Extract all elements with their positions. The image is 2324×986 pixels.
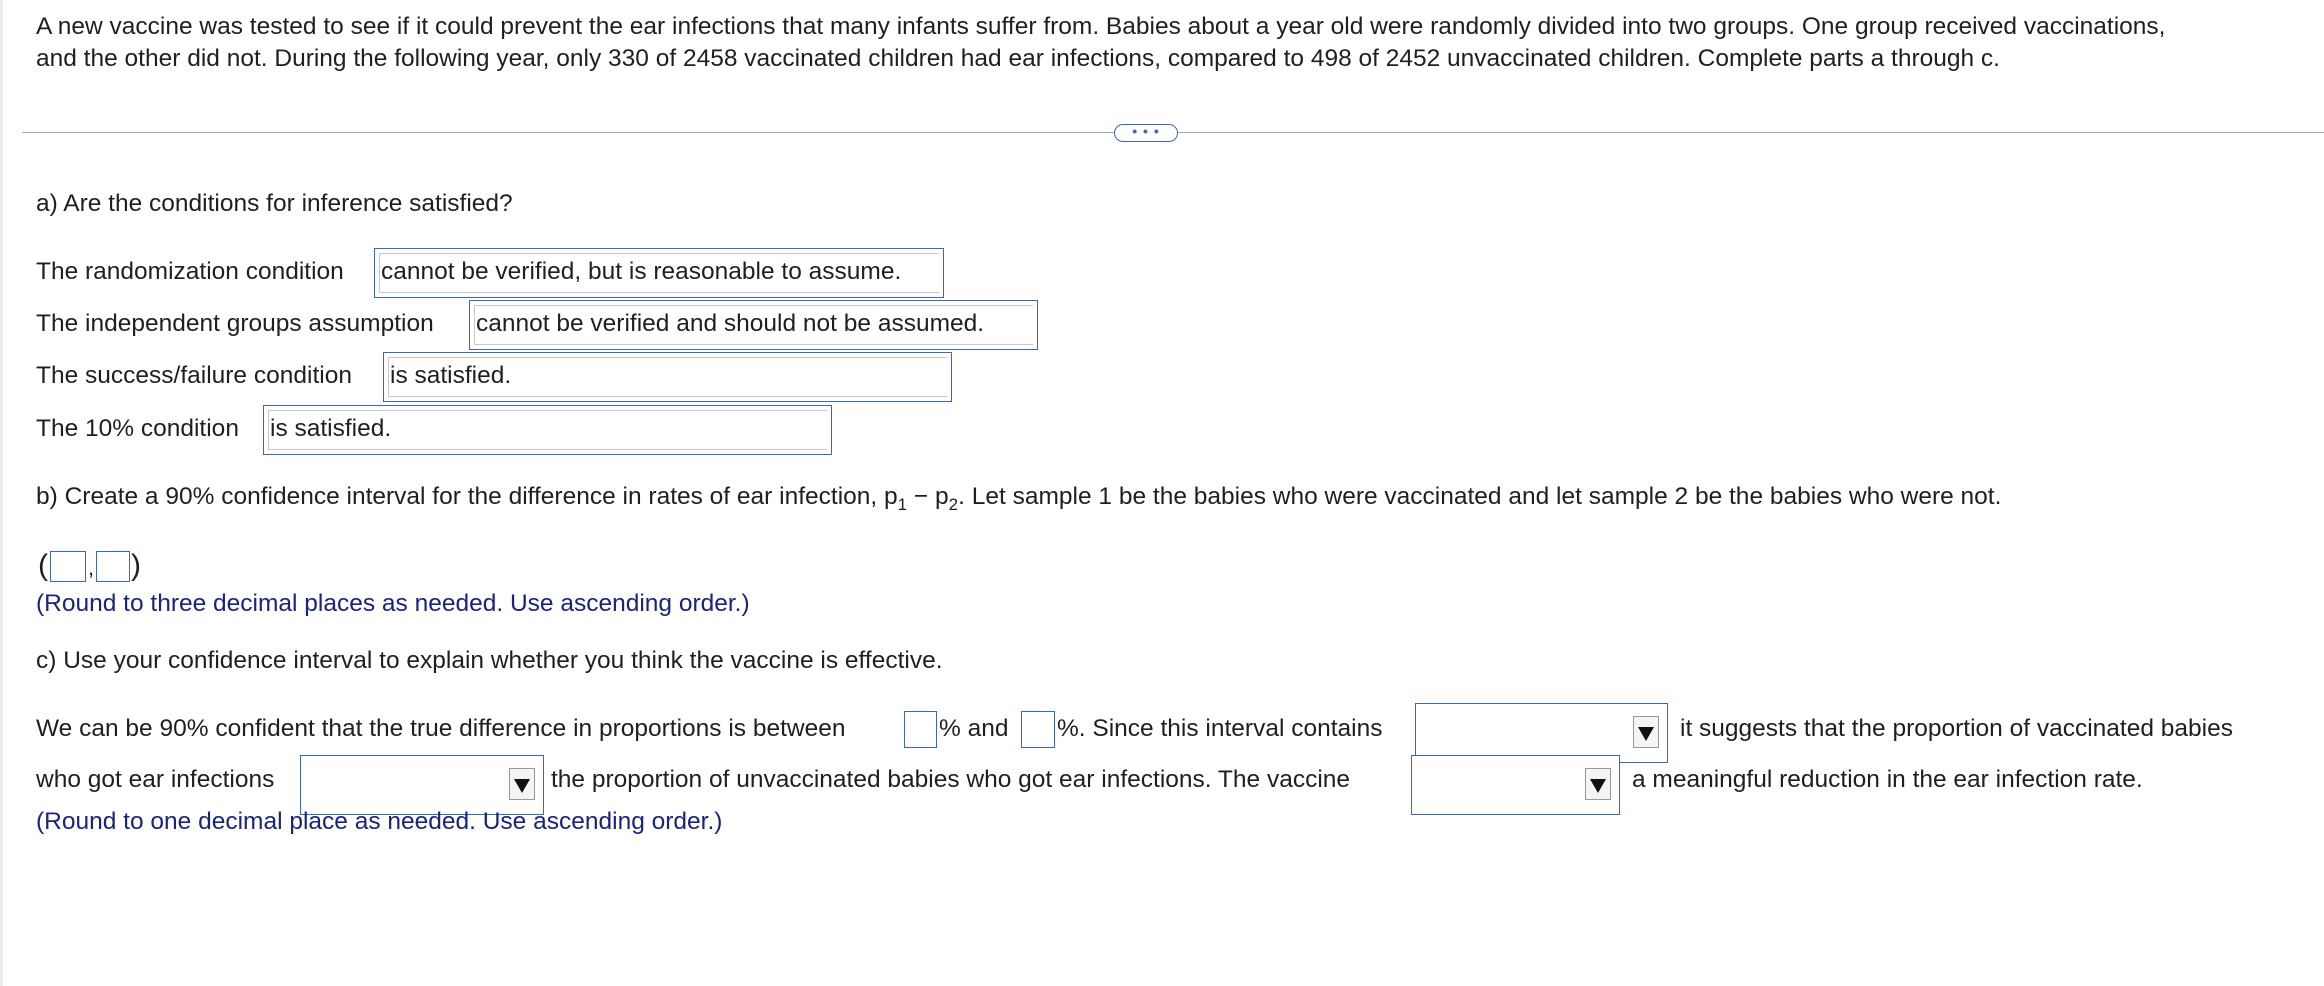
part-c-question: c) Use your confidence interval to explain whether you think the vaccine is effective.: [36, 647, 943, 674]
vaccine-effect-dropdown[interactable]: [1411, 755, 1620, 815]
subscript-1: 1: [897, 494, 908, 514]
more-button[interactable]: • • •: [1114, 124, 1178, 142]
independent-groups-label: The independent groups assumption: [36, 310, 434, 337]
dropdown-arrow-icon: [509, 768, 535, 800]
success-failure-answer[interactable]: [383, 352, 952, 402]
ten-percent-label: The 10% condition: [36, 415, 239, 442]
subscript-2: 2: [948, 494, 959, 514]
success-failure-answer-text: is satisfied.: [390, 362, 512, 389]
sentence-part-7: a meaningful reduction in the ear infection rate.: [1632, 766, 2143, 793]
open-paren: (: [38, 549, 48, 582]
ci-upper-input[interactable]: [96, 551, 130, 582]
left-border: [0, 0, 3, 986]
part-a-question: a) Are the conditions for inference satisfied?: [36, 190, 513, 217]
interval-contains-dropdown[interactable]: [1415, 703, 1668, 763]
dropdown-arrow-icon: [1585, 768, 1611, 800]
ci-lower-input[interactable]: [50, 551, 86, 582]
problem-line-2: and the other did not. During the following year, only 330 of 2458 vaccinated children had ear infections, compared to 498 of 2452 unvaccinated children. Complete parts a through c.: [36, 45, 2000, 72]
randomization-label: The randomization condition: [36, 258, 344, 285]
part-b-question-start: b) Create a 90% confidence interval for the difference in rates of ear infection, p: [36, 483, 898, 510]
part-c-hint: (Round to one decimal place as needed. Use ascending order.): [36, 808, 723, 835]
success-failure-label: The success/failure condition: [36, 362, 352, 389]
sentence-part-1: We can be 90% confident that the true difference in proportions is between: [36, 715, 846, 742]
part-b-question-end: . Let sample 1 be the babies who were vaccinated and let sample 2 be the babies who were not.: [958, 483, 2002, 510]
dropdown-arrow-icon: [1633, 716, 1659, 748]
randomization-answer-text: cannot be verified, but is reasonable to assume.: [381, 258, 902, 285]
ten-percent-answer-text: is satisfied.: [270, 415, 392, 442]
upper-percent-input[interactable]: [1021, 711, 1055, 748]
independent-groups-answer-text: cannot be verified and should not be assumed.: [476, 310, 985, 337]
minus-sign: − p: [907, 483, 949, 510]
lower-percent-input[interactable]: [904, 711, 937, 748]
part-b-question: [36, 481, 2001, 521]
part-b-hint: (Round to three decimal places as needed. Use ascending order.): [36, 590, 750, 617]
problem-line-1: A new vaccine was tested to see if it could prevent the ear infections that many infants suffer from. Babies about a year old were randomly divided into two groups. One group received vaccinations,: [36, 13, 2166, 40]
sentence-part-6: the proportion of unvaccinated babies who got ear infections. The vaccine: [551, 766, 1351, 793]
close-paren: ): [131, 549, 141, 582]
independent-groups-answer[interactable]: [469, 300, 1038, 350]
sentence-part-2: % and: [939, 715, 1009, 742]
sentence-part-3: %. Since this interval contains: [1057, 715, 1383, 742]
sentence-part-4: it suggests that the proportion of vaccinated babies: [1680, 715, 2233, 742]
comma: ,: [88, 555, 95, 580]
randomization-answer[interactable]: [374, 248, 944, 298]
ten-percent-answer[interactable]: [263, 405, 832, 455]
sentence-part-5: who got ear infections: [36, 766, 275, 793]
